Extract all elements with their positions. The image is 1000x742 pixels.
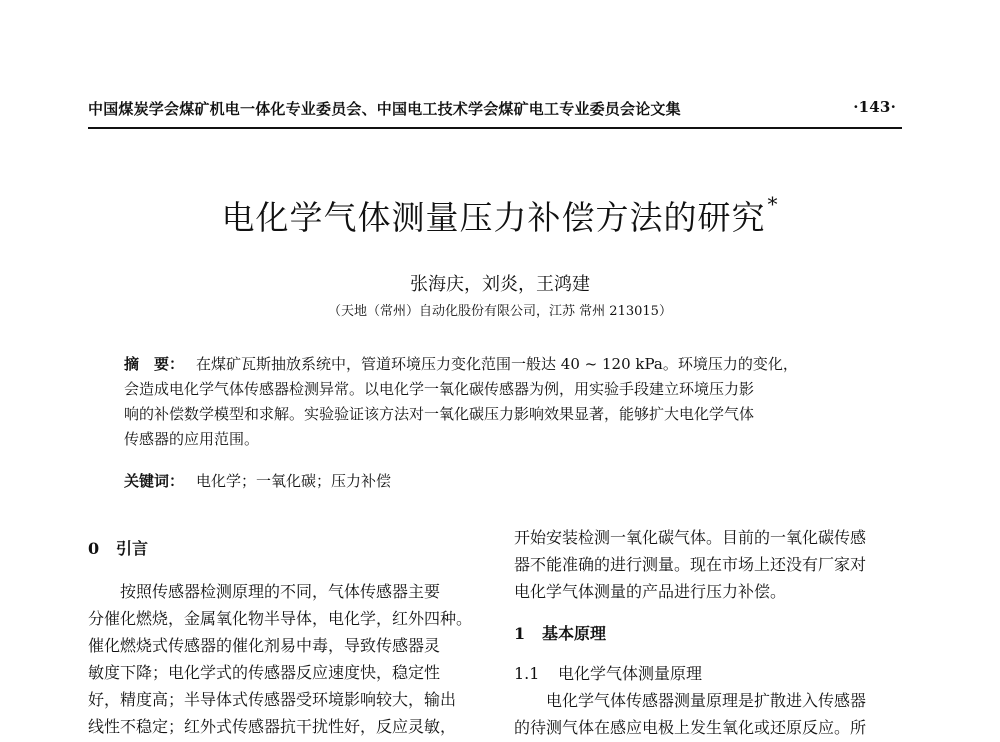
body-line: 好，精度高；半导体式传感器受环境影响较大，输出 [88, 690, 457, 709]
running-header-title: 中国煤炭学会煤矿机电一体化专业委员会、中国电工技术学会煤矿电工专业委员会论文集 [88, 100, 681, 118]
abstract-text: 在煤矿瓦斯抽放系统中，管道环境压力变化范围一般达 40 ~ 120 kPa。环境压力的变化， [196, 355, 798, 373]
paper-title [0, 192, 1000, 239]
running-header [88, 98, 900, 119]
abstract-label: 摘 要： [124, 355, 185, 373]
paper-title-text: 电化学气体测量压力补偿方法的研究 [221, 198, 766, 237]
abstract [124, 352, 884, 452]
body-line: 分催化燃烧，金属氧化物半导体，电化学，红外四种。 [88, 609, 473, 628]
right-column [514, 524, 914, 741]
section-number: 1 [514, 624, 526, 643]
subsection-title: 电化学气体测量原理 [558, 664, 703, 683]
section-number: 0 [88, 539, 100, 558]
body-line: 电化学气体传感器测量原理是扩散进入传感器 [546, 691, 867, 710]
section-heading-basic-principle [514, 621, 914, 647]
body-line: 器不能准确的进行测量。现在市场上还没有厂家对 [514, 555, 867, 574]
body-line: 开始安装检测一氧化碳气体。目前的一氧化碳传感 [514, 528, 867, 547]
header-rule [88, 127, 902, 129]
affiliation: （天地（常州）自动化股份有限公司，江苏 常州 213015） [328, 304, 672, 319]
left-column [88, 536, 488, 740]
abstract-line: 响的补偿数学模型和求解。实验验证该方法对一氧化碳压力影响效果显著，能够扩大电化学气体 [124, 405, 755, 423]
section-title: 引言 [116, 539, 149, 558]
section-heading-introduction [88, 536, 488, 562]
body-line: 的待测气体在感应电极上发生氧化或还原反应。所 [514, 718, 867, 737]
subsection-number: 1.1 [514, 664, 540, 683]
abstract-line: 会造成电化学气体传感器检测异常。以电化学一氧化碳传感器为例，用实验手段建立环境压力影 [124, 380, 755, 398]
section-title: 基本原理 [542, 624, 607, 643]
body-line: 线性不稳定；红外式传感器抗干扰性好，反应灵敏， [88, 717, 457, 736]
body-line: 电化学气体测量的产品进行压力补偿。 [514, 582, 787, 601]
body-line: 催化燃烧式传感器的催化剂易中毒，导致传感器灵 [88, 636, 441, 655]
title-footnote-mark: * [767, 192, 779, 216]
page-number: ·143· [853, 98, 896, 116]
body-line: 按照传感器检测原理的不同，气体传感器主要 [120, 582, 441, 601]
body-line: 敏度下降；电化学式的传感器反应速度快，稳定性 [88, 663, 441, 682]
keywords [124, 470, 391, 491]
keywords-text: 电化学；一氧化碳；压力补偿 [196, 472, 392, 490]
abstract-line: 传感器的应用范围。 [124, 430, 260, 448]
author-list: 张海庆，刘炎，王鸿建 [410, 274, 590, 295]
abstract-line [124, 352, 884, 377]
subsection-heading [514, 661, 914, 687]
keywords-label: 关键词： [124, 472, 185, 490]
